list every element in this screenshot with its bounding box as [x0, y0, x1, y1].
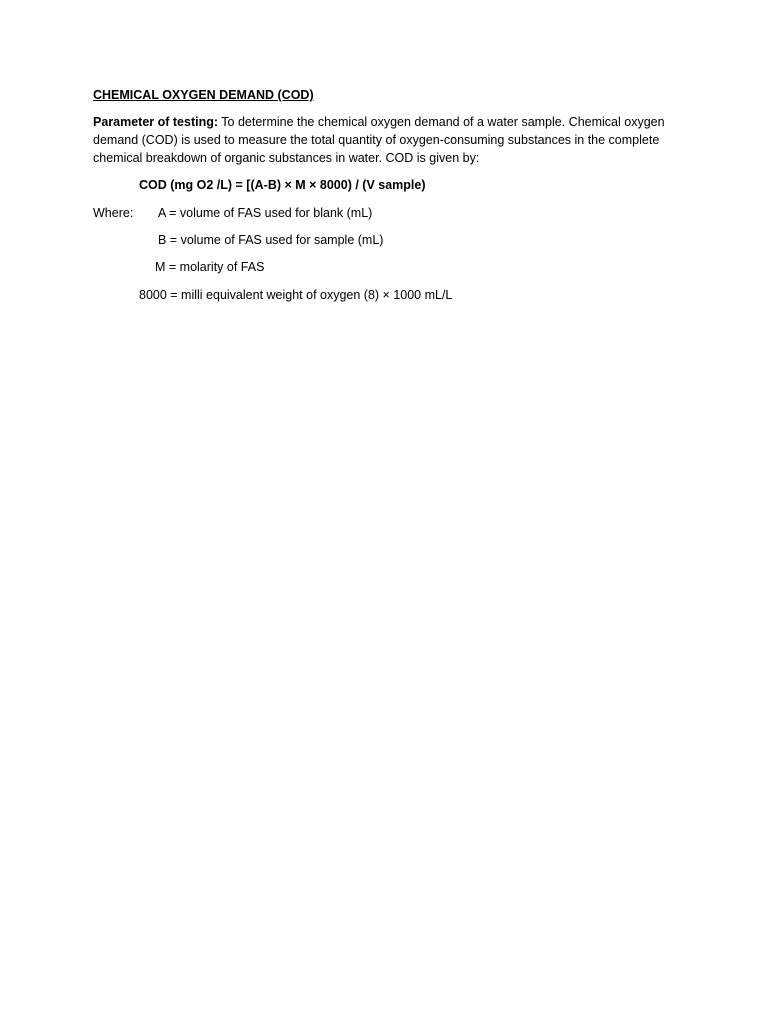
parameter-text: To determine the chemical oxygen demand of a water sample. Chemical oxygen demand (COD) is used to measure the total quantity of oxygen-consuming substances in the complete chemical breakdown of organic substances in water. COD is given by:	[93, 115, 665, 165]
definition-m: M = molarity of FAS	[155, 260, 265, 274]
definition-b: B = volume of FAS used for sample (mL)	[158, 233, 384, 247]
where-label: Where:	[93, 206, 134, 220]
definition-8000: 8000 = milli equivalent weight of oxygen (8) × 1000 mL/L	[139, 288, 453, 302]
parameter-paragraph	[93, 113, 683, 167]
parameter-label: Parameter of testing:	[93, 115, 219, 129]
cod-formula: COD (mg O2 /L) = [(A-B) × M × 8000) / (V sample)	[139, 178, 426, 192]
document-title: CHEMICAL OXYGEN DEMAND (COD)	[93, 88, 314, 102]
definition-a: A = volume of FAS used for blank (mL)	[158, 206, 373, 220]
